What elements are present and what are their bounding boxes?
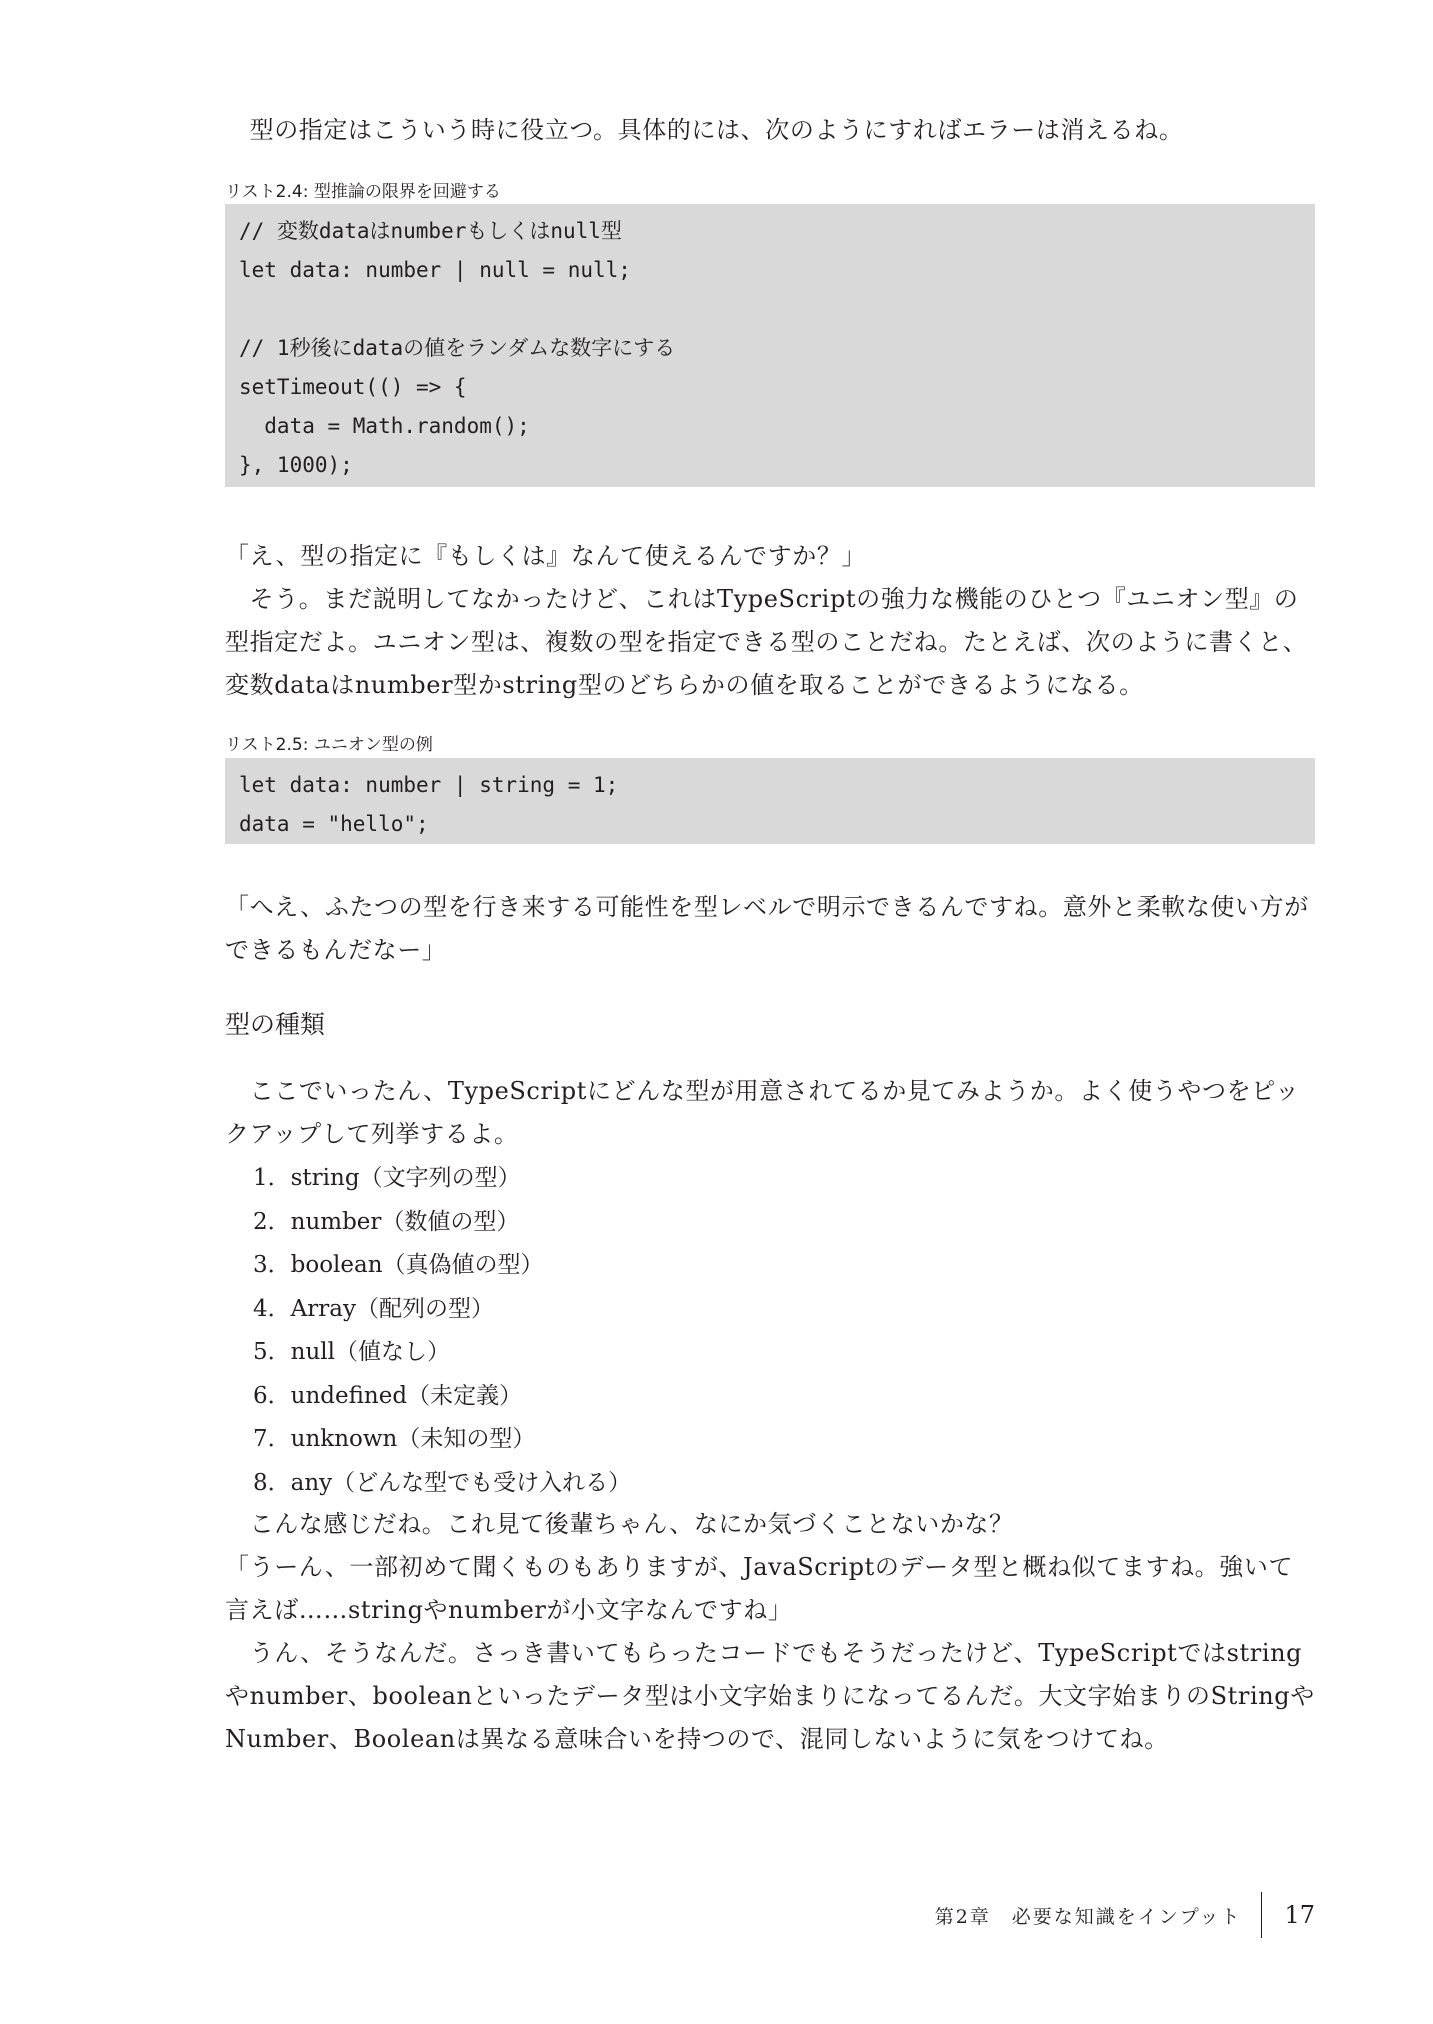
code-block-listing-2-5 xyxy=(225,758,1315,844)
list-item: 7．unknown（未知の型） xyxy=(253,1426,536,1452)
page-footer xyxy=(935,1890,1315,1940)
section-heading: 型の種類 xyxy=(225,1010,326,1039)
code-line: let data: number | string = 1; xyxy=(239,773,619,797)
code-line xyxy=(239,290,1301,329)
list-item: 6．undefined（未定義） xyxy=(253,1382,523,1409)
footer-divider xyxy=(1261,1892,1262,1938)
paragraph-types-intro: ここでいったん、TypeScriptにどんな型が用意されてるか見てみようか。よく使うやつをピックアップして列挙するよ。 xyxy=(225,1077,1300,1148)
code-line: // 1秒後にdataの値をランダムな数字にする xyxy=(239,336,676,360)
chapter-title: 第2章 必要な知識をインプット xyxy=(934,1905,1242,1928)
code-line: data = Math.random(); xyxy=(239,414,530,438)
listing-caption-2-4: リスト2.4: 型推論の限界を回避する xyxy=(225,182,501,202)
paragraph-lowercase-note: うん、そうなんだ。さっき書いてもらったコードでもそうだったけど、TypeScriptではstringやnumber、booleanといったデータ型は小文字始まりになってるんだ。大文字始まりのStringやNumber、Booleanは異なる意味合いを持つので、混同しないように気をつけてね。 xyxy=(225,1639,1315,1753)
list-item: 4．Array（配列の型） xyxy=(253,1295,494,1322)
paragraph-question: 「え、型の指定に『もしくは』なんて使えるんですか？」 xyxy=(225,542,867,570)
list-item: 2．number（数値の型） xyxy=(253,1208,520,1235)
code-block-listing-2-4 xyxy=(225,204,1315,487)
paragraph-union-explanation: そう。まだ説明してなかったけど、これはTypeScriptの強力な機能のひとつ『ユニオン型』の型指定だよ。ユニオン型は、複数の型を指定できる型のことだね。たとえば、次のように書くと、変数dataはnumber型かstring型のどちらかの値を取ることができるようになる。 xyxy=(225,585,1308,699)
paragraph-intro: 型の指定はこういう時に役立つ。具体的には、次のようにすればエラーは消えるね。 xyxy=(225,116,1184,144)
listing-caption-2-5: リスト2.5: ユニオン型の例 xyxy=(225,735,433,755)
list-item: 5．null（値なし） xyxy=(253,1339,450,1365)
code-line: // 変数dataはnumberもしくはnull型 xyxy=(239,219,622,243)
paragraph-reaction: 「へえ、ふたつの型を行き来する可能性を型レベルで明示できるんですね。意外と柔軟な使い方ができるもんだなー」 xyxy=(225,893,1309,964)
page-number: 17 xyxy=(1284,1901,1315,1929)
paragraph-observation: 「うーん、一部初めて聞くものもありますが、JavaScriptのデータ型と概ね似てますね。強いて言えば……stringやnumberが小文字なんですね」 xyxy=(225,1553,1294,1624)
paragraph-notice: こんな感じだね。これ見て後輩ちゃん、なにか気づくことないかな？ xyxy=(225,1510,1014,1538)
code-line: data = "hello"; xyxy=(239,812,429,836)
list-item: 8．any（どんな型でも受け入れる） xyxy=(253,1469,632,1496)
list-item: 3．boolean（真偽値の型） xyxy=(253,1252,544,1278)
list-item: 1．string（文字列の型） xyxy=(253,1165,521,1191)
code-line: }, 1000); xyxy=(239,453,353,477)
type-list xyxy=(253,1157,631,1505)
code-line: let data: number | null = null; xyxy=(239,258,631,282)
code-line: setTimeout(() => { xyxy=(239,375,467,399)
